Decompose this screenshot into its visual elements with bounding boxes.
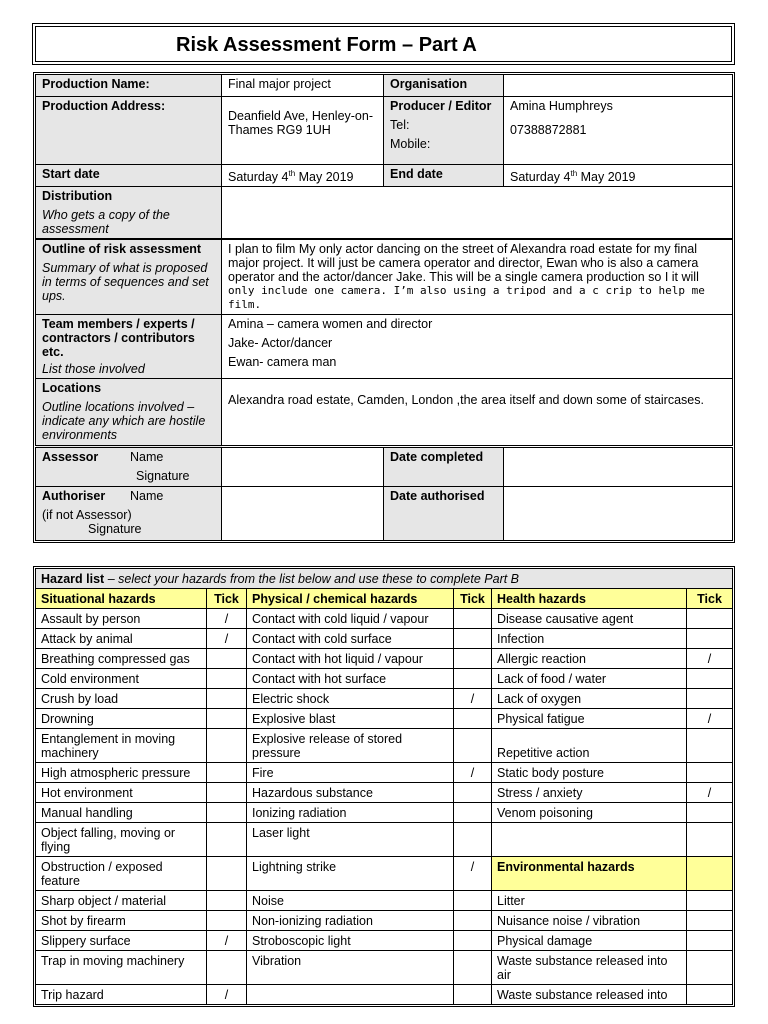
hazard-row — [36, 823, 733, 857]
tick-situational[interactable] — [207, 709, 247, 729]
mobile-label: Mobile: — [390, 137, 431, 151]
physical-header: Physical / chemical hazards — [247, 589, 454, 609]
tick-health[interactable] — [687, 629, 733, 649]
team-label: Team members / experts / contractors / contributors etc. — [42, 317, 195, 360]
hazard-situational: Cold environment — [36, 669, 207, 689]
tick-health[interactable]: / — [687, 709, 733, 729]
authoriser-name-label: Name — [130, 489, 164, 504]
hazard-situational: Sharp object / material — [36, 891, 207, 911]
tick-situational[interactable] — [207, 729, 247, 763]
locations-sub: Outline locations involved – indicate any which are hostile environments — [42, 400, 206, 443]
hazard-health: Physical damage — [492, 931, 687, 951]
hazard-health: Waste substance released into — [492, 985, 687, 1005]
title-box — [35, 26, 732, 62]
hazard-health: Repetitive action — [492, 729, 687, 763]
hazard-physical: Contact with cold liquid / vapour — [247, 609, 454, 629]
production-address-value[interactable]: Deanfield Ave, Henley-on-Thames RG9 1UH — [222, 97, 384, 165]
tick-header: Tick — [687, 589, 733, 609]
assessor-cell — [36, 447, 222, 487]
tick-situational[interactable] — [207, 649, 247, 669]
environmental-header: Environmental hazards — [492, 857, 687, 891]
tick-physical[interactable]: / — [454, 689, 492, 709]
tick-situational[interactable] — [207, 823, 247, 857]
hazard-table — [35, 568, 733, 1005]
hazard-health — [492, 823, 687, 857]
distribution-value[interactable] — [222, 187, 733, 240]
hazard-row — [36, 911, 733, 931]
hazard-physical: Contact with hot liquid / vapour — [247, 649, 454, 669]
tick-header: Tick — [207, 589, 247, 609]
tick-situational[interactable] — [207, 763, 247, 783]
team-cell — [36, 315, 222, 379]
producer-value-cell — [504, 97, 733, 165]
hazard-situational: Crush by load — [36, 689, 207, 709]
details-table — [35, 74, 733, 541]
start-date-value[interactable]: Saturday 4th May 2019 — [222, 165, 384, 187]
locations-cell — [36, 379, 222, 447]
hazard-health: Venom poisoning — [492, 803, 687, 823]
hazard-physical — [247, 985, 454, 1005]
tick-physical[interactable] — [454, 709, 492, 729]
situational-header: Situational hazards — [36, 589, 207, 609]
hazard-situational: Drowning — [36, 709, 207, 729]
tick-physical[interactable] — [454, 985, 492, 1005]
hazard-physical: Explosive release of stored pressure — [247, 729, 454, 763]
tick-situational[interactable]: / — [207, 985, 247, 1005]
hazard-situational: Slippery surface — [36, 931, 207, 951]
hazard-row — [36, 709, 733, 729]
tick-physical[interactable] — [454, 609, 492, 629]
tick-physical[interactable] — [454, 669, 492, 689]
hazard-row — [36, 931, 733, 951]
date-completed-value[interactable] — [504, 447, 733, 487]
team-value[interactable]: Amina – camera women and director Jake- Actor/dancer Ewan- camera man — [222, 315, 733, 379]
hazard-situational: Obstruction / exposed feature — [36, 857, 207, 891]
end-date-value[interactable]: Saturday 4th May 2019 — [504, 165, 733, 187]
tick-physical[interactable] — [454, 649, 492, 669]
hazard-physical: Electric shock — [247, 689, 454, 709]
hazard-physical: Hazardous substance — [247, 783, 454, 803]
tick-physical[interactable]: / — [454, 763, 492, 783]
tick-health[interactable] — [687, 931, 733, 951]
production-name-label: Production Name: — [36, 75, 222, 97]
hazard-row — [36, 951, 733, 985]
producer-value[interactable]: Amina Humphreys — [510, 99, 613, 113]
tick-physical[interactable] — [454, 823, 492, 857]
hazard-situational: Trap in moving machinery — [36, 951, 207, 985]
tick-situational[interactable] — [207, 891, 247, 911]
producer-cell — [384, 97, 504, 165]
hazard-row — [36, 689, 733, 709]
authoriser-cell — [36, 487, 222, 541]
date-completed-label: Date completed — [384, 447, 504, 487]
tick-health[interactable] — [687, 891, 733, 911]
hazard-physical: Lightning strike — [247, 857, 454, 891]
tick-situational[interactable] — [207, 911, 247, 931]
tick-health[interactable] — [687, 763, 733, 783]
tick-physical[interactable] — [454, 911, 492, 931]
hazard-situational: High atmospheric pressure — [36, 763, 207, 783]
hazard-health: Lack of oxygen — [492, 689, 687, 709]
hazard-situational: Attack by animal — [36, 629, 207, 649]
tick-situational[interactable] — [207, 689, 247, 709]
hazard-health: Litter — [492, 891, 687, 911]
tick-health[interactable] — [687, 951, 733, 985]
hazard-row — [36, 803, 733, 823]
tick-health[interactable] — [687, 911, 733, 931]
hazard-health: Waste substance released into air — [492, 951, 687, 985]
hazard-physical: Non-ionizing radiation — [247, 911, 454, 931]
tick-health[interactable] — [687, 609, 733, 629]
hazard-health: Infection — [492, 629, 687, 649]
distribution-sub: Who gets a copy of the assessment — [42, 208, 170, 237]
hazard-row — [36, 891, 733, 911]
start-date-label: Start date — [36, 165, 222, 187]
hazard-physical: Fire — [247, 763, 454, 783]
hazard-physical: Laser light — [247, 823, 454, 857]
if-not-assessor: (if not Assessor) — [42, 508, 132, 523]
hazard-situational: Entanglement in moving machinery — [36, 729, 207, 763]
hazard-health: Physical fatigue — [492, 709, 687, 729]
hazard-row — [36, 857, 733, 891]
distribution-label: Distribution — [42, 189, 113, 204]
distribution-cell — [36, 187, 222, 240]
hazard-situational: Trip hazard — [36, 985, 207, 1005]
outline-value[interactable]: I plan to film My only actor dancing on the street of Alexandra road estate for my final major project. It will just be camera operator and director, Ewan who is also a camera operator and the actor/dancer Jake. This will be a single camera production so I it will only include one camera. I’m also using a tripod and a c crip to help me film. — [222, 239, 733, 315]
hazard-physical: Contact with hot surface — [247, 669, 454, 689]
tick-health[interactable] — [687, 823, 733, 857]
hazard-physical: Contact with cold surface — [247, 629, 454, 649]
hazard-physical: Explosive blast — [247, 709, 454, 729]
hazard-physical: Stroboscopic light — [247, 931, 454, 951]
hazard-physical: Noise — [247, 891, 454, 911]
hazard-row — [36, 669, 733, 689]
hazard-row — [36, 629, 733, 649]
outline-sub: Summary of what is proposed in terms of sequences and set ups. — [42, 261, 209, 304]
organisation-value[interactable] — [504, 75, 733, 97]
phone-value[interactable]: 07388872881 — [510, 123, 587, 137]
page-title: Risk Assessment Form – Part A — [176, 34, 477, 56]
producer-label: Producer / Editor — [390, 99, 492, 113]
tel-label: Tel: — [390, 118, 410, 132]
tick-physical[interactable]: / — [454, 857, 492, 891]
hazard-list-header: Hazard list – select your hazards from the list below and use these to complete Part B — [36, 569, 733, 589]
tick-health[interactable] — [687, 729, 733, 763]
tick-physical[interactable] — [454, 729, 492, 763]
hazard-row — [36, 763, 733, 783]
hazard-health: Static body posture — [492, 763, 687, 783]
tick-health[interactable] — [687, 803, 733, 823]
authoriser-value[interactable] — [222, 487, 384, 541]
team-sub: List those involved — [42, 362, 145, 377]
locations-value[interactable]: Alexandra road estate, Camden, London ,the area itself and down some of staircases. — [222, 379, 733, 447]
organisation-label: Organisation — [384, 75, 504, 97]
tick-health[interactable] — [687, 669, 733, 689]
authoriser-signature-label: Signature — [88, 522, 142, 537]
tick-physical[interactable] — [454, 629, 492, 649]
assessor-signature-label: Signature — [136, 469, 190, 484]
hazard-row — [36, 729, 733, 763]
date-authorised-label: Date authorised — [384, 487, 504, 541]
hazard-row — [36, 985, 733, 1005]
tick-physical[interactable] — [454, 931, 492, 951]
hazard-situational: Manual handling — [36, 803, 207, 823]
tick-physical[interactable] — [454, 891, 492, 911]
tick-health[interactable]: / — [687, 649, 733, 669]
hazard-row — [36, 649, 733, 669]
hazard-health: Nuisance noise / vibration — [492, 911, 687, 931]
production-address-label: Production Address: — [36, 97, 222, 165]
production-name-value[interactable]: Final major project — [222, 75, 384, 97]
tick-physical[interactable] — [454, 803, 492, 823]
hazard-situational: Object falling, moving or flying — [36, 823, 207, 857]
hazard-physical: Vibration — [247, 951, 454, 985]
locations-label: Locations — [42, 381, 102, 396]
tick-situational[interactable]: / — [207, 609, 247, 629]
tick-physical[interactable] — [454, 951, 492, 985]
hazard-row — [36, 609, 733, 629]
tick-situational[interactable] — [207, 951, 247, 985]
tick-physical[interactable] — [454, 783, 492, 803]
hazard-row — [36, 783, 733, 803]
assessor-value[interactable] — [222, 447, 384, 487]
tick-health[interactable]: / — [687, 783, 733, 803]
tick-health[interactable] — [687, 689, 733, 709]
assessor-label: Assessor — [42, 450, 99, 465]
tick-situational[interactable] — [207, 783, 247, 803]
tick-situational[interactable] — [207, 857, 247, 891]
tick-situational[interactable]: / — [207, 931, 247, 951]
hazard-situational: Shot by firearm — [36, 911, 207, 931]
health-header: Health hazards — [492, 589, 687, 609]
tick-situational[interactable] — [207, 669, 247, 689]
hazard-situational: Breathing compressed gas — [36, 649, 207, 669]
hazard-health: Stress / anxiety — [492, 783, 687, 803]
tick-health[interactable] — [687, 857, 733, 891]
tick-header: Tick — [454, 589, 492, 609]
authoriser-label: Authoriser — [42, 489, 106, 504]
hazard-physical: Ionizing radiation — [247, 803, 454, 823]
hazard-health: Allergic reaction — [492, 649, 687, 669]
end-date-label: End date — [384, 165, 504, 187]
tick-situational[interactable]: / — [207, 629, 247, 649]
hazard-situational: Hot environment — [36, 783, 207, 803]
hazard-health: Lack of food / water — [492, 669, 687, 689]
hazard-situational: Assault by person — [36, 609, 207, 629]
hazard-health: Disease causative agent — [492, 609, 687, 629]
assessor-name-label: Name — [130, 450, 164, 465]
outline-cell — [36, 239, 222, 315]
tick-situational[interactable] — [207, 803, 247, 823]
date-authorised-value[interactable] — [504, 487, 733, 541]
tick-health[interactable] — [687, 985, 733, 1005]
outline-label: Outline of risk assessment — [42, 242, 202, 257]
